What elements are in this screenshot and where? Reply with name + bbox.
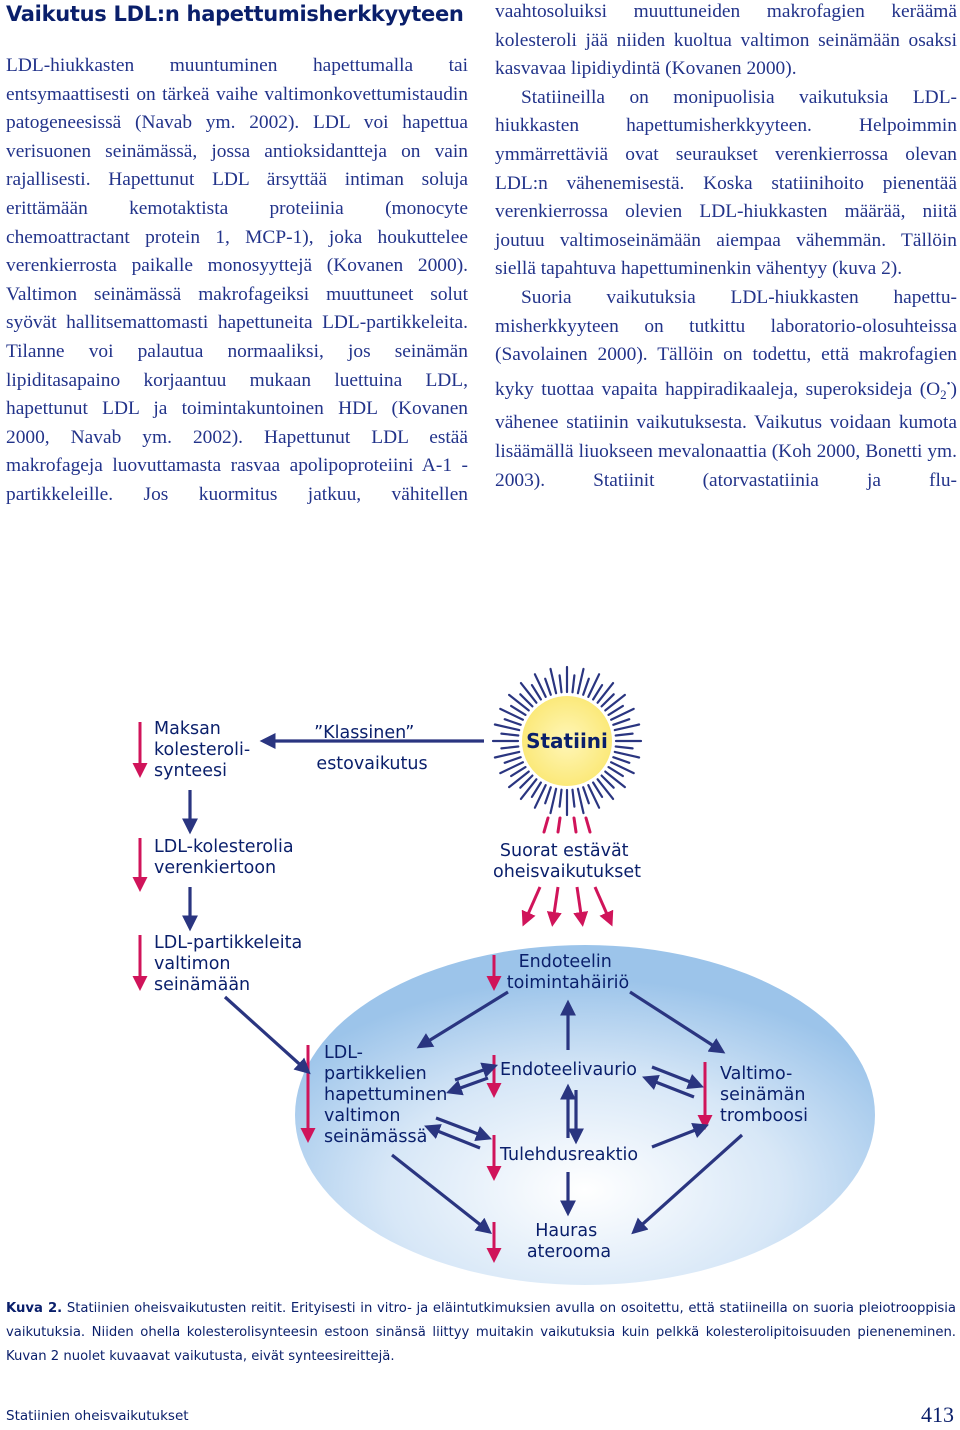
sun-ray — [583, 787, 589, 803]
suorat-arrow-3 — [577, 887, 582, 921]
sun-ray — [560, 790, 562, 807]
sun-ray — [551, 669, 557, 693]
right-paragraph-3-part-b: ) vähenee statiinin vaikutuksesta. Vaikutus voidaan kumota lisäämällä liuokseen mevalonaattia (Koh 2000, Bonetti ym. 2003). Statiinit (atorvastatiinia ja flu- — [495, 378, 957, 491]
suorat-arrow-4 — [595, 887, 610, 921]
sun-ray — [505, 719, 521, 725]
caption-text: Statiinien oheisvaikutusten reitit. Erityisesti in vitro- ja eläintutkimuksien avulla on osoitettu, että statiineilla on suoria pleiotrooppisia vaikutuksia. Niiden ohella kolesterolisynteesin estoon sinänsä liittyy muitakin vaikutuksia kuin pelkkä kolesterolipitoisuuden pieneneminen. Kuvan 2 nuolet kuvaavat vaikutusta, eivät synteesireittejä. — [6, 1301, 956, 1364]
sun-ray — [545, 679, 551, 695]
statiini-effect-dashes — [544, 818, 590, 832]
left-column — [6, 52, 468, 510]
sun-ray — [560, 675, 562, 692]
radical-superscript: • — [946, 377, 951, 390]
sun-ray — [605, 695, 625, 711]
flow-arrow-ldl-part-to-hapettuminen — [225, 997, 306, 1070]
sun-ray — [495, 752, 519, 758]
sun-ray — [495, 725, 519, 731]
ldl-partikkeleita-valtimon-seinamaan-label: LDL-partikkeleita valtimon seinämään — [154, 933, 303, 995]
sun-ray — [615, 725, 639, 731]
section-heading: Vaikutus LDL:n hapettumisherkkyyteen — [6, 2, 464, 26]
sun-ray — [605, 772, 625, 788]
suorat-arrow-2 — [553, 887, 558, 921]
suorat-arrow-1 — [525, 887, 540, 921]
suorat-estavat-oheisvaikutukset-label: Suorat estävät oheisvaikutukset — [492, 841, 642, 882]
left-paragraph: LDL-hiukkasten muuntuminen hapettumalla tai entsymaattisesti on tärkeä vaihe valtimonkovettumistaudin patogeneesissä (Navab ym. 2002). LDL voi hapettua verisuonen seinämässä, jossa antioksidantteja on vain rajallisesti. Hapettunut LDL ärsyttää intiman soluja erittämään kemotaktista proteiinia (monocyte chemoattractant protein 1, MCP-1), joka houkuttelee verenkierrosta paikalle monosyyttejä (Kovanen 2000). Valtimon seinämässä makrofageiksi muuttuneet solut syövät hallitsemattomasti hapettuneita LDL-partikkeleita. Tilanne voi palautua normaaliksi, jos seinämän lipiditasapaino korjaantuu mukaan luettuina LDL, hapettunut LDL ja toimintakuntoinen HDL (Kovanen 2000, Navab ym. 2002). Hapettunut LDL estää makrofageja luovuttamasta rasvaa apolipoproteiini A-1 -partikkeleille. Jos kuormitus jatkuu, vähitellen — [6, 55, 468, 505]
ldl-hapettuminen-label: LDL- partikkelien hapettuminen valtimon seinämässä — [324, 1043, 448, 1147]
tulehdusreaktio-label: Tulehdusreaktio — [500, 1145, 639, 1165]
sun-ray — [551, 789, 557, 813]
sun-ray — [509, 772, 529, 788]
sun-ray — [583, 679, 589, 695]
figure-caption — [6, 1297, 956, 1369]
sun-ray — [598, 779, 614, 799]
sun-ray — [615, 752, 639, 758]
hauras-aterooma-label: Hauras aterooma — [526, 1221, 612, 1262]
sun-ray — [505, 757, 521, 763]
valtimoseinaman-tromboosi-label: Valtimo- seinämän tromboosi — [720, 1064, 808, 1126]
sun-ray — [501, 734, 518, 736]
ldl-kolesterolia-verenkiertoon-label: LDL-kolesterolia verenkiertoon — [154, 837, 294, 878]
right-paragraph-3-part-a: Suoria vaikutuksia LDL-hiukkasten hapettumisherkkyyteen on tutkittu laboratorio-olosuhteissa (Savolainen 2000). Tällöin on todettu, että makrofagien kyky tuottaa vapaita happiradikaaleja, superoksideja (O — [495, 286, 957, 400]
running-footer: Statiinien oheisvaikutukset — [6, 1408, 189, 1424]
sun-ray — [598, 683, 614, 703]
endoteelin-toimintahairio-label: Endoteelin toimintahäiriö — [506, 952, 630, 993]
right-column — [495, 0, 957, 495]
page-number: 413 — [921, 1402, 954, 1427]
oxygen-subscript: 2 — [940, 386, 947, 402]
sun-ray — [573, 675, 575, 692]
right-paragraph-2: Statiineilla on monipuolisia vaikutuksia LDL-hiukkasten hapettumisherkkyyteen. Helpoimmin ymmärrettäviä ovat seuraukset verenkierrossa olevan LDL:n vähenemisestä. Koska statiinihoito pienentää verenkierrossa olevien LDL-hiukkasten määrää, niitä joutuu valtimoseinämään aiempaa vähemmän. Tällöin siellä tapahtuva hapettuminenkin vähentyy (kuva 2). — [495, 86, 957, 280]
right-paragraph-1: vaahtosoluiksi muuttuneiden makrofagien keräämä kolesteroli jää niiden kuoltua valtimon seinämään osaksi kasvavaa lipidiydintä (Kovanen 2000). — [495, 1, 957, 80]
sun-ray — [521, 683, 537, 703]
sun-ray — [616, 747, 633, 749]
sun-ray — [578, 789, 584, 813]
statin-effects-diagram — [0, 640, 960, 1290]
right-paragraph-3 — [495, 284, 957, 495]
caption-label: Kuva 2. — [6, 1301, 63, 1316]
klassinen-estovaikutus-label: ”Klassinen” estovaikutus — [314, 723, 428, 774]
endoteelivaurio-label: Endoteelivaurio — [500, 1060, 638, 1080]
maksan-kolesterolisynteesi-label: Maksan kolesteroli- synteesi — [154, 719, 251, 781]
sun-ray — [613, 719, 629, 725]
sun-ray — [573, 790, 575, 807]
sun-ray — [545, 787, 551, 803]
statiini-label: Statiini — [526, 729, 608, 753]
sun-ray — [501, 747, 518, 749]
sun-ray — [509, 695, 529, 711]
sun-ray — [521, 779, 537, 799]
sun-ray — [616, 734, 633, 736]
sun-ray — [578, 669, 584, 693]
sun-ray — [613, 757, 629, 763]
